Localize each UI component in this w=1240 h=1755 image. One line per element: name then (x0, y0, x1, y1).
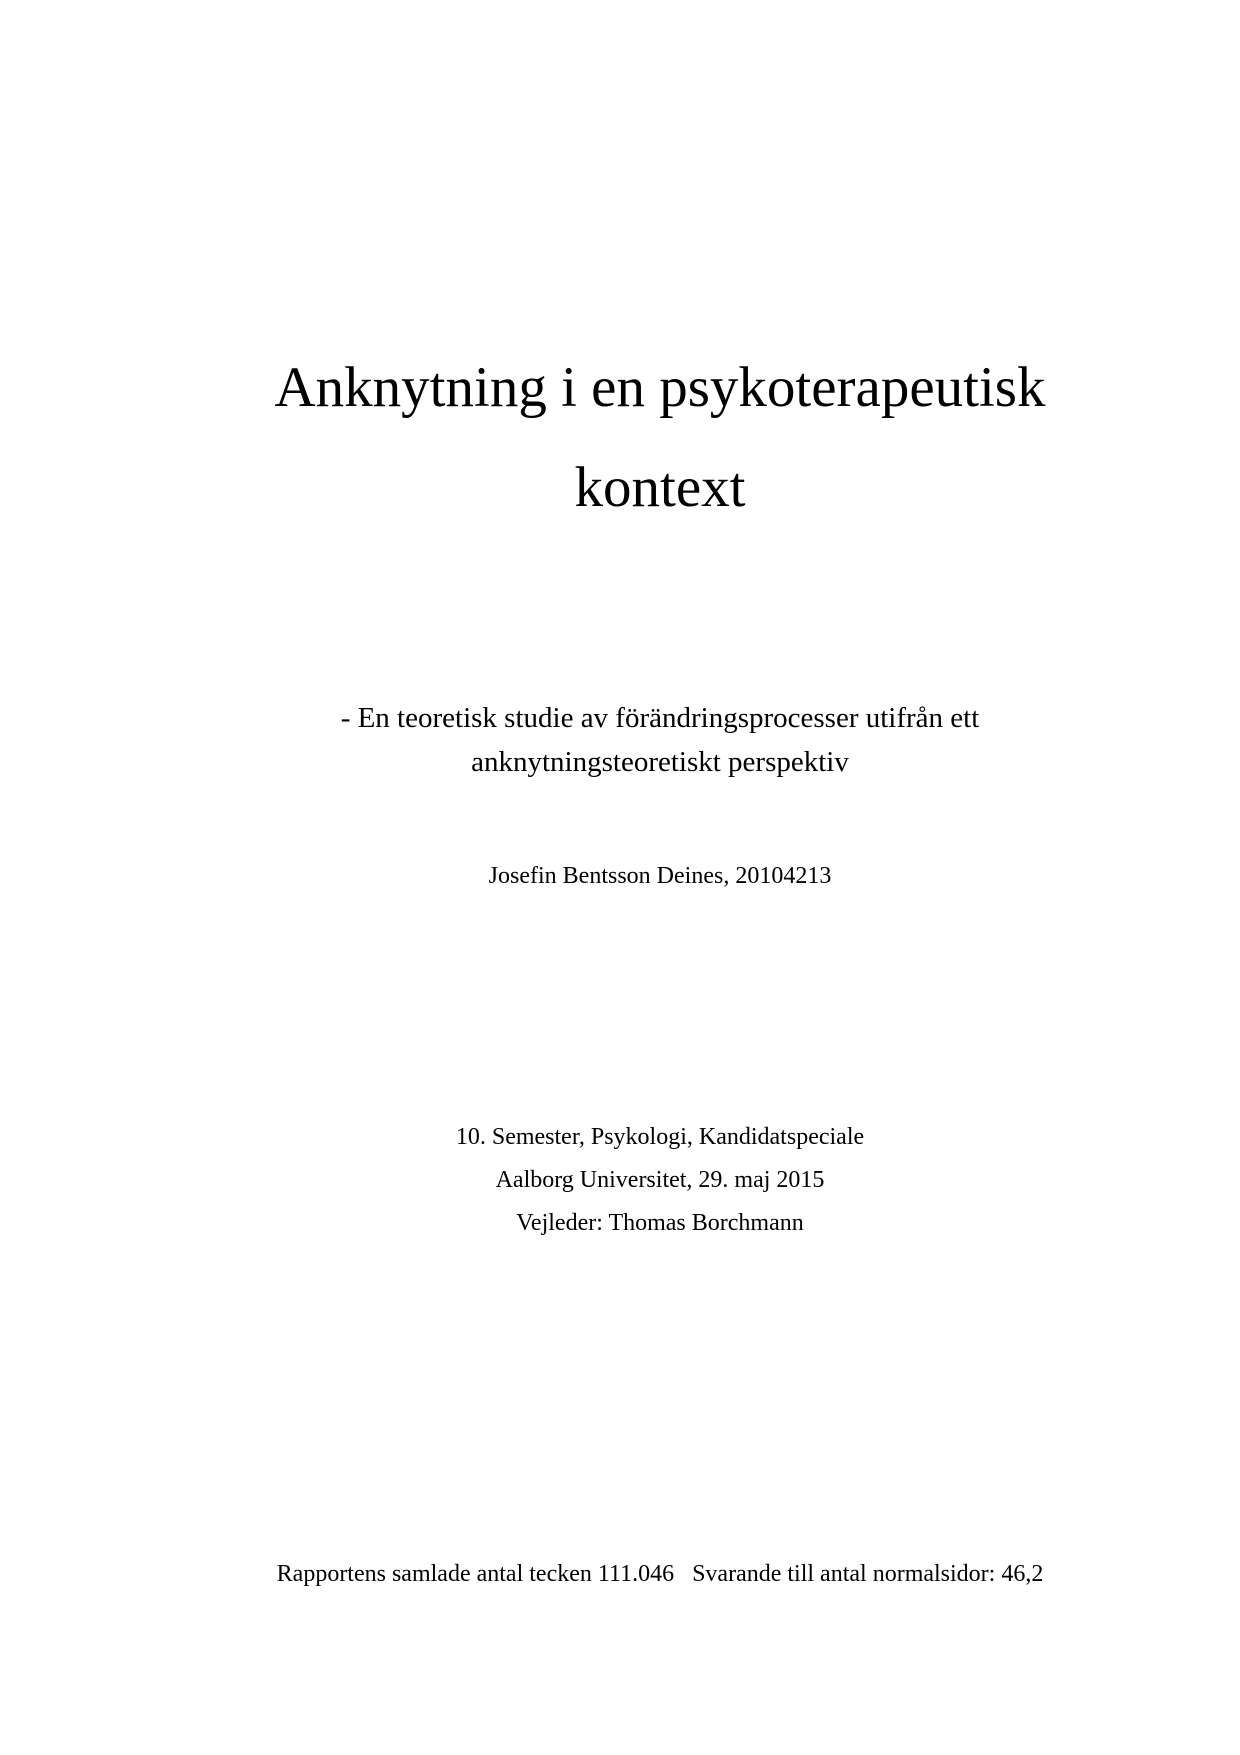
semester-line: 10. Semester, Psykologi, Kandidatspeciale (455, 1124, 865, 1150)
supervisor-line: Vejleder: Thomas Borchmann (516, 1210, 804, 1236)
university-date-line: Aalborg Universitet, 29. maj 2015 (495, 1167, 825, 1193)
document-title (150, 338, 1170, 538)
thesis-info (150, 1116, 1170, 1245)
document-subtitle (150, 696, 1170, 784)
author-line: Josefin Bentsson Deines, 20104213 (488, 863, 832, 889)
subtitle-line-2: anknytningsteoretiskt perspektiv (471, 746, 849, 778)
title-line-2: kontext (574, 456, 746, 519)
subtitle-line-1: - En teoretisk studie av förändringsprocesser utifrån ett (340, 702, 980, 734)
character-count-note: Rapportens samlade antal tecken 111.046 Svarande till antal normalsidor: 46,2 (276, 1561, 1044, 1587)
title-line-1: Anknytning i en psykoterapeutisk (274, 356, 1046, 419)
